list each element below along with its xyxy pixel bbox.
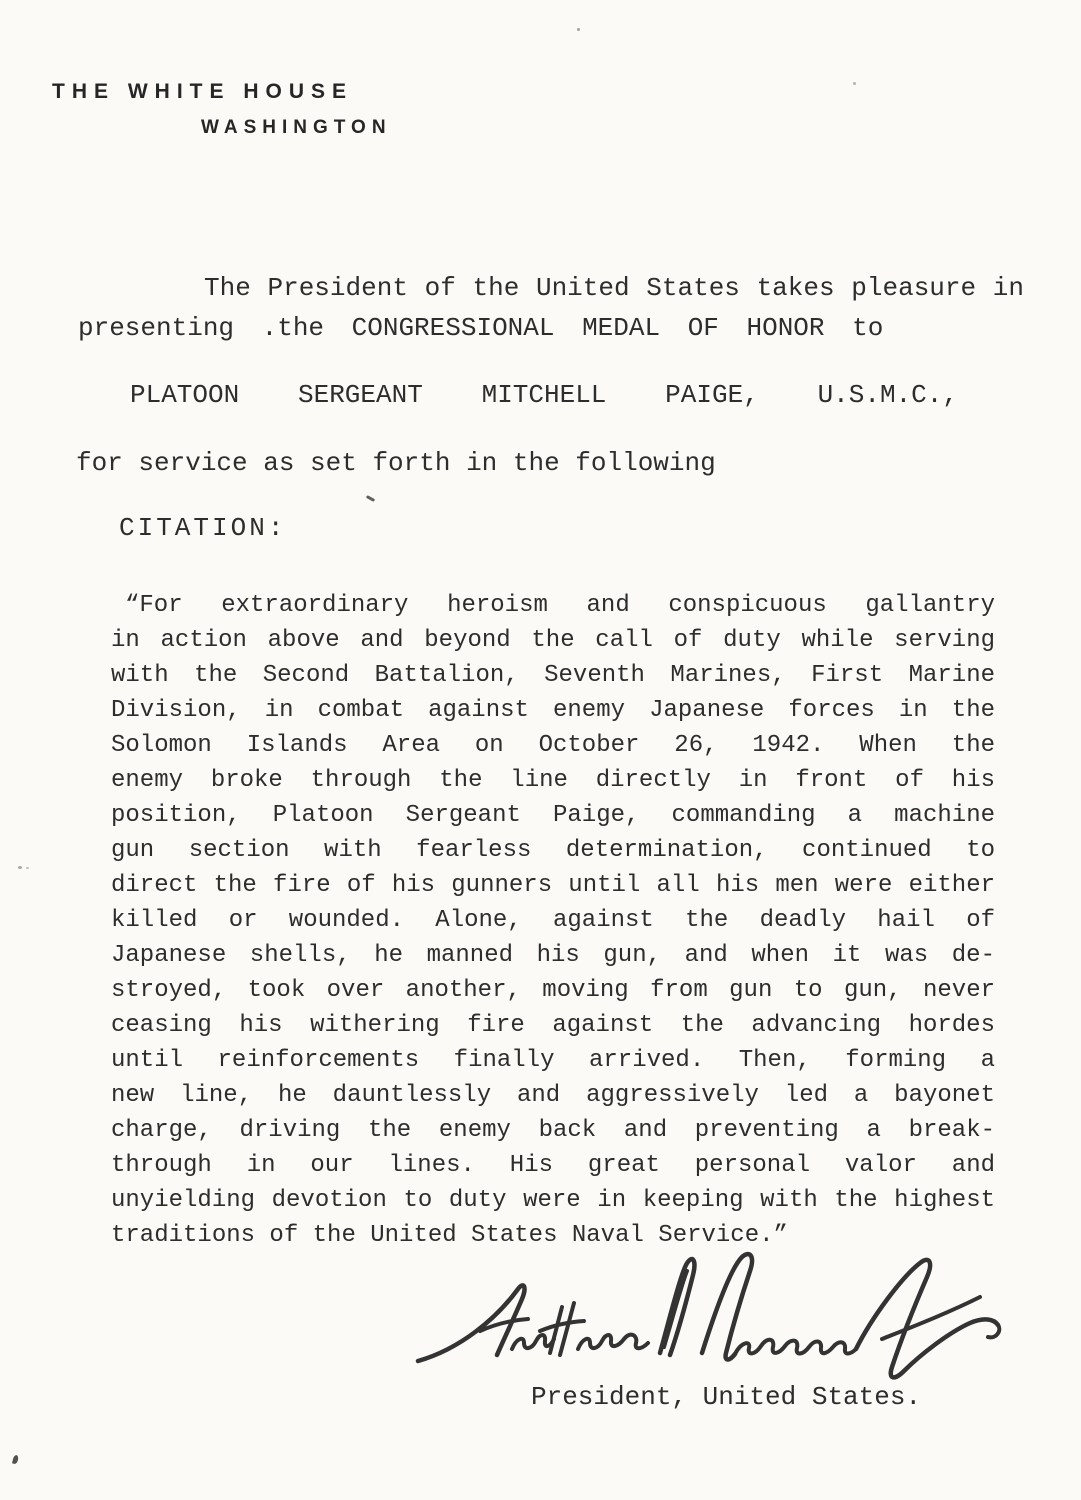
scan-artifact (853, 82, 856, 85)
citation-heading: CITATION: (119, 513, 287, 543)
fdr-signature (412, 1243, 1012, 1383)
citation-body (111, 588, 995, 1253)
citation-line: in action above and beyond the call of duty while serving (111, 627, 995, 654)
citation-line: through in our lines. His great personal valor and (111, 1152, 995, 1179)
letterhead-washington: WASHINGTON (201, 117, 392, 138)
intro-paragraph (78, 268, 1024, 348)
citation-line: gun section with fearless determination, continued to (111, 837, 995, 864)
citation-line: direct the fire of his gunners until all his men were either (111, 872, 995, 899)
citation-line: killed or wounded. Alone, against the deadly hail of (111, 907, 995, 934)
citation-line: Japanese shells, he manned his gun, and when it was de- (111, 942, 995, 969)
citation-line: until reinforcements finally arrived. Then, forming a (111, 1047, 995, 1074)
citation-line: new line, he dauntlessly and aggressively led a bayonet (111, 1082, 995, 1109)
scan-artifact (12, 1455, 19, 1465)
scan-artifact (366, 495, 375, 502)
citation-line: with the Second Battalion, Seventh Marines, First Marine (111, 662, 995, 689)
citation-line: ceasing his withering fire against the advancing hordes (111, 1012, 995, 1039)
citation-line: position, Platoon Sergeant Paige, commanding a machine (111, 802, 995, 829)
citation-line: “For extraordinary heroism and conspicuous gallantry (125, 592, 995, 619)
scan-artifact (18, 866, 22, 869)
letterhead-white-house: THE WHITE HOUSE (52, 80, 354, 103)
signer-title: President, United States. (531, 1382, 922, 1412)
recipient-line: PLATOON SERGEANT MITCHELL PAIGE, U.S.M.C., (130, 380, 958, 410)
scan-artifact (26, 867, 29, 869)
citation-line: enemy broke through the line directly in front of his (111, 767, 995, 794)
citation-line: traditions of the United States Naval Service.” (111, 1222, 788, 1249)
citation-line: Division, in combat against enemy Japanese forces in the (111, 697, 995, 724)
intro-line-1: The President of the United States takes pleasure in (204, 273, 1024, 303)
scan-artifact (577, 28, 580, 31)
service-line: for service as set forth in the following (76, 448, 716, 478)
citation-line: charge, driving the enemy back and preventing a break- (111, 1117, 995, 1144)
intro-line-2: presenting .the CONGRESSIONAL MEDAL OF HONOR to (78, 313, 884, 343)
citation-line: Solomon Islands Area on October 26, 1942. When the (111, 732, 995, 759)
citation-line: unyielding devotion to duty were in keeping with the highest (111, 1187, 995, 1214)
citation-line: stroyed, took over another, moving from gun to gun, never (111, 977, 995, 1004)
